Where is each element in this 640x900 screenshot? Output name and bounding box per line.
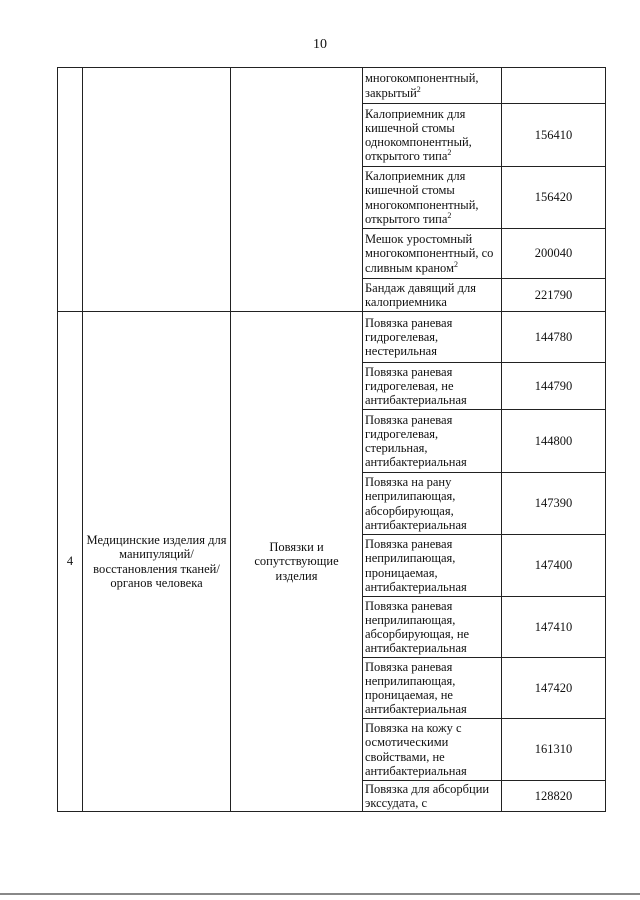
devices-table (57, 67, 606, 812)
device-code-cell: 147410 (502, 597, 606, 658)
table-row (58, 312, 606, 363)
device-code-cell: 221790 (502, 279, 606, 312)
section-category-cell: Медицинские изделия для манипуляций/ восстановления тканей/органов человека (83, 312, 231, 812)
device-name-cell: Калоприемник для кишечной стомы однокомпонентный, открытого типа$^2$ (363, 104, 502, 167)
device-code-cell: 147390 (502, 473, 606, 535)
device-name-cell: Бандаж давящий для калоприемника (363, 279, 502, 312)
table-row (58, 68, 606, 104)
device-name-cell: Повязка раневая гидрогелевая, не антибактериальная (363, 363, 502, 410)
prev-category-cell (83, 68, 231, 312)
prev-type-cell (231, 68, 363, 312)
device-name-cell: Повязка для абсорбции экссудата, с (363, 781, 502, 812)
device-name-cell: многокомпонентный, закрытый$^2$ (363, 68, 502, 104)
device-name-cell: Повязка раневая гидрогелевая, нестерильная (363, 312, 502, 363)
device-code-cell: 156420 (502, 167, 606, 229)
device-code-cell (502, 68, 606, 104)
device-code-cell: 147400 (502, 535, 606, 597)
page-number: 10 (313, 37, 327, 52)
device-code-cell: 156410 (502, 104, 606, 167)
device-name-cell: Повязка на рану неприлипающая, абсорбирующая, антибактериальная (363, 473, 502, 535)
device-code-cell: 161310 (502, 719, 606, 781)
section-type-cell: Повязки и сопутствующие изделия (231, 312, 363, 812)
device-name-cell: Мешок уростомный многокомпонентный, со сливным краном$^2$ (363, 229, 502, 279)
prev-num-cell (58, 68, 83, 312)
device-name-cell: Повязка раневая гидрогелевая, стерильная, антибактериальная (363, 410, 502, 473)
device-code-cell: 144800 (502, 410, 606, 473)
device-code-cell: 200040 (502, 229, 606, 279)
device-code-cell: 144780 (502, 312, 606, 363)
scan-edge-line (0, 893, 640, 895)
device-name-cell: Повязка раневая неприлипающая, проницаемая, антибактериальная (363, 535, 502, 597)
device-code-cell: 147420 (502, 658, 606, 719)
section-number-cell: 4 (58, 312, 83, 812)
device-name-cell: Повязка раневая неприлипающая, абсорбирующая, не антибактериальная (363, 597, 502, 658)
device-name-cell: Повязка раневая неприлипающая, проницаемая, не антибактериальная (363, 658, 502, 719)
device-code-cell: 128820 (502, 781, 606, 812)
device-name-cell: Повязка на кожу с осмотическими свойствами, не антибактериальная (363, 719, 502, 781)
device-code-cell: 144790 (502, 363, 606, 410)
device-name-cell: Калоприемник для кишечной стомы многокомпонентный, открытого типа$^2$ (363, 167, 502, 229)
